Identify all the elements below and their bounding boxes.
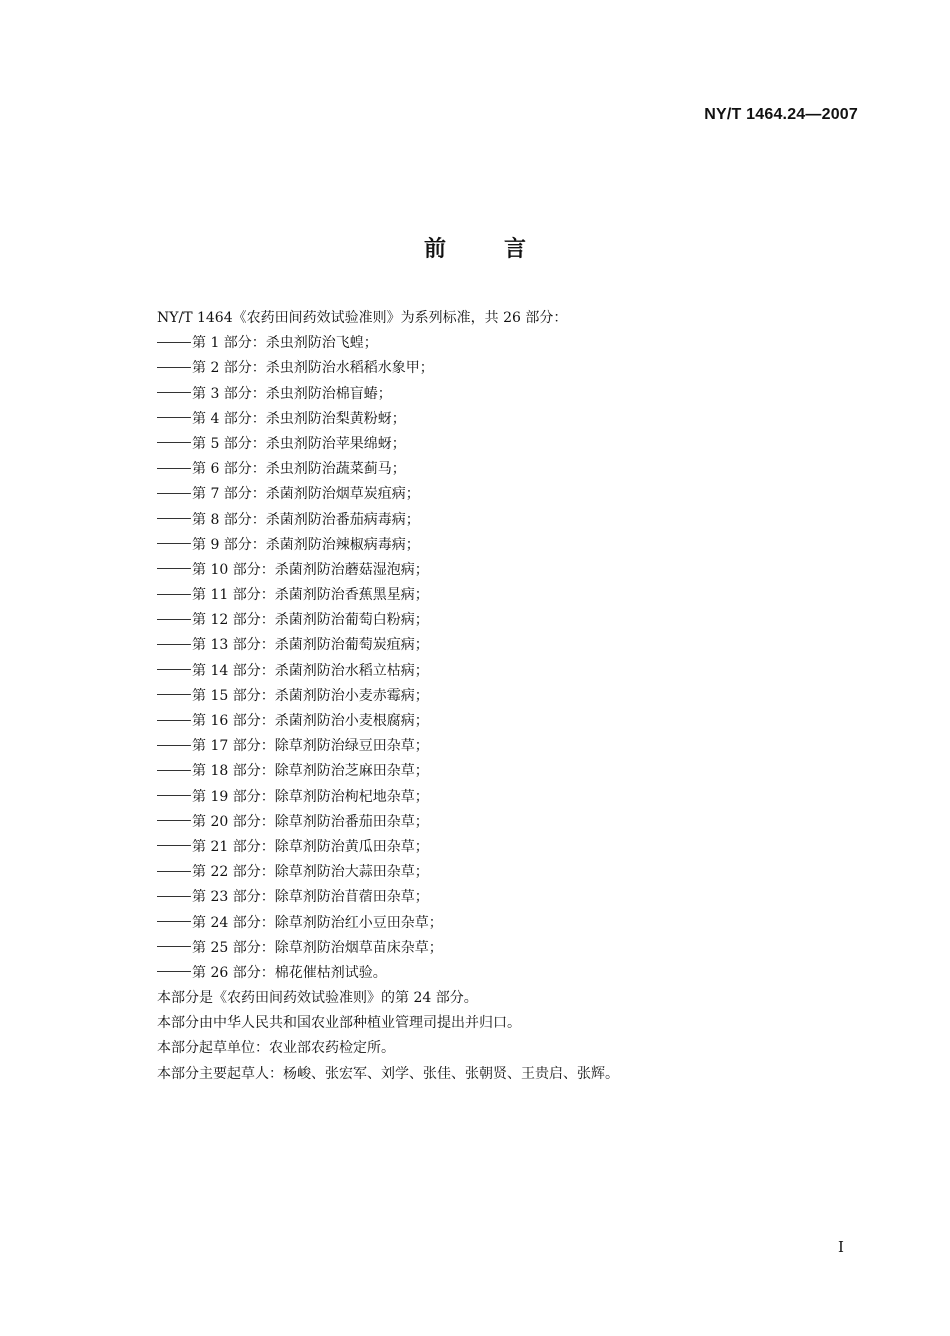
list-item-text: 第 7 部分：杀菌剂防治烟草炭疽病； (192, 486, 420, 503)
list-item-text: 第 13 部分：杀菌剂防治葡萄炭疽病； (192, 637, 429, 654)
list-item (157, 583, 857, 608)
em-dash (157, 795, 191, 796)
list-item-text: 第 21 部分：除草剂防治黄瓜田杂草； (192, 838, 429, 855)
list-item (157, 482, 857, 507)
title-char-1: 前 (423, 237, 446, 262)
list-item-text: 第 16 部分：杀菌剂防治小麦根腐病； (192, 713, 429, 729)
list-item-text: 第 22 部分：除草剂防治大蒜田杂草； (192, 864, 429, 881)
em-dash (157, 518, 191, 519)
list-item (157, 508, 857, 533)
list-item-text: 第 23 部分：除草剂防治苜蓿田杂草； (192, 889, 429, 906)
em-dash (157, 619, 191, 620)
list-item (157, 608, 857, 633)
list-item (157, 659, 857, 684)
list-item-text: 第 6 部分：杀虫剂防治蔬菜蓟马； (192, 461, 406, 478)
list-item-text: 第 9 部分：杀菌剂防治辣椒病毒病； (192, 536, 420, 553)
list-item (157, 709, 857, 734)
em-dash (157, 442, 191, 443)
em-dash (157, 342, 191, 343)
em-dash (157, 971, 191, 972)
list-item (157, 936, 857, 961)
list-item (157, 911, 857, 936)
list-item-text: 第 1 部分：杀虫剂防治飞蝗； (192, 335, 378, 352)
list-item (157, 633, 857, 658)
list-item-text: 第 26 部分：棉花催枯剂试验。 (192, 964, 387, 981)
closing-paragraph: 本部分起草单位：农业部农药检定所。 (157, 1040, 395, 1057)
list-item (157, 457, 857, 482)
em-dash (157, 896, 191, 897)
list-item-text: 第 25 部分：除草剂防治烟草苗床杂草； (192, 939, 443, 956)
list-item (157, 558, 857, 583)
list-item (157, 432, 857, 457)
intro-paragraph: NY/T 1464《农药田间药效试验准则》为系列标准，共 26 部分： (157, 310, 568, 326)
em-dash (157, 669, 191, 670)
list-item-text: 第 5 部分：杀虫剂防治苹果绵蚜； (192, 435, 406, 452)
list-item-text: 第 17 部分：除草剂防治绿豆田杂草； (192, 738, 429, 755)
list-item (157, 885, 857, 910)
em-dash (157, 367, 191, 368)
list-item (157, 331, 857, 356)
foreword-body (157, 306, 857, 1087)
title-char-2: 言 (504, 237, 527, 262)
standard-number: NY/T 1464.24—2007 (704, 106, 858, 123)
closing-paragraph: 本部分是《农药田间药效试验准则》的第 24 部分。 (157, 990, 478, 1007)
list-item (157, 810, 857, 835)
list-item-text: 第 24 部分：除草剂防治红小豆田杂草； (192, 914, 443, 931)
list-item (157, 382, 857, 407)
em-dash (157, 845, 191, 846)
em-dash (157, 720, 191, 721)
list-item-text: 第 14 部分：杀菌剂防治水稻立枯病； (192, 662, 429, 679)
em-dash (157, 871, 191, 872)
list-item (157, 533, 857, 558)
em-dash (157, 392, 191, 393)
em-dash (157, 568, 191, 569)
list-item-text: 第 12 部分：杀菌剂防治葡萄白粉病； (192, 612, 429, 629)
list-item-text: 第 8 部分：杀菌剂防治番茄病毒病； (192, 511, 420, 528)
em-dash (157, 594, 191, 595)
page-number: I (838, 1238, 844, 1256)
list-item-text: 第 10 部分：杀菌剂防治蘑菇湿泡病； (192, 561, 429, 578)
em-dash (157, 493, 191, 494)
list-item (157, 734, 857, 759)
list-item-text: 第 2 部分：杀虫剂防治水稻稻水象甲； (192, 360, 434, 377)
em-dash (157, 644, 191, 645)
list-item-text: 第 19 部分：除草剂防治枸杞地杂草； (192, 788, 429, 805)
em-dash (157, 694, 191, 695)
em-dash (157, 770, 191, 771)
list-item-text: 第 15 部分：杀菌剂防治小麦赤霉病； (192, 687, 429, 704)
em-dash (157, 745, 191, 746)
parts-list (157, 331, 857, 986)
page-title (0, 232, 950, 263)
em-dash (157, 820, 191, 821)
em-dash (157, 417, 191, 418)
list-item (157, 961, 857, 986)
em-dash (157, 543, 191, 544)
list-item-text: 第 11 部分：杀菌剂防治香蕉黑星病； (192, 587, 429, 604)
list-item (157, 684, 857, 709)
list-item-text: 第 20 部分：除草剂防治番茄田杂草； (192, 813, 429, 830)
list-item (157, 860, 857, 885)
em-dash (157, 921, 191, 922)
closing-paragraph: 本部分由中华人民共和国农业部种植业管理司提出并归口。 (157, 1015, 521, 1032)
list-item-text: 第 18 部分：除草剂防治芝麻田杂草； (192, 763, 429, 780)
list-item-text: 第 4 部分：杀虫剂防治梨黄粉蚜； (192, 410, 406, 427)
list-item (157, 407, 857, 432)
em-dash (157, 468, 191, 469)
list-item (157, 356, 857, 381)
list-item (157, 759, 857, 784)
em-dash (157, 946, 191, 947)
closing-paragraph: 本部分主要起草人：杨峻、张宏军、刘学、张佳、张朝贤、王贵启、张辉。 (157, 1065, 619, 1082)
list-item (157, 835, 857, 860)
list-item-text: 第 3 部分：杀虫剂防治棉盲蝽； (192, 385, 392, 402)
list-item (157, 785, 857, 810)
